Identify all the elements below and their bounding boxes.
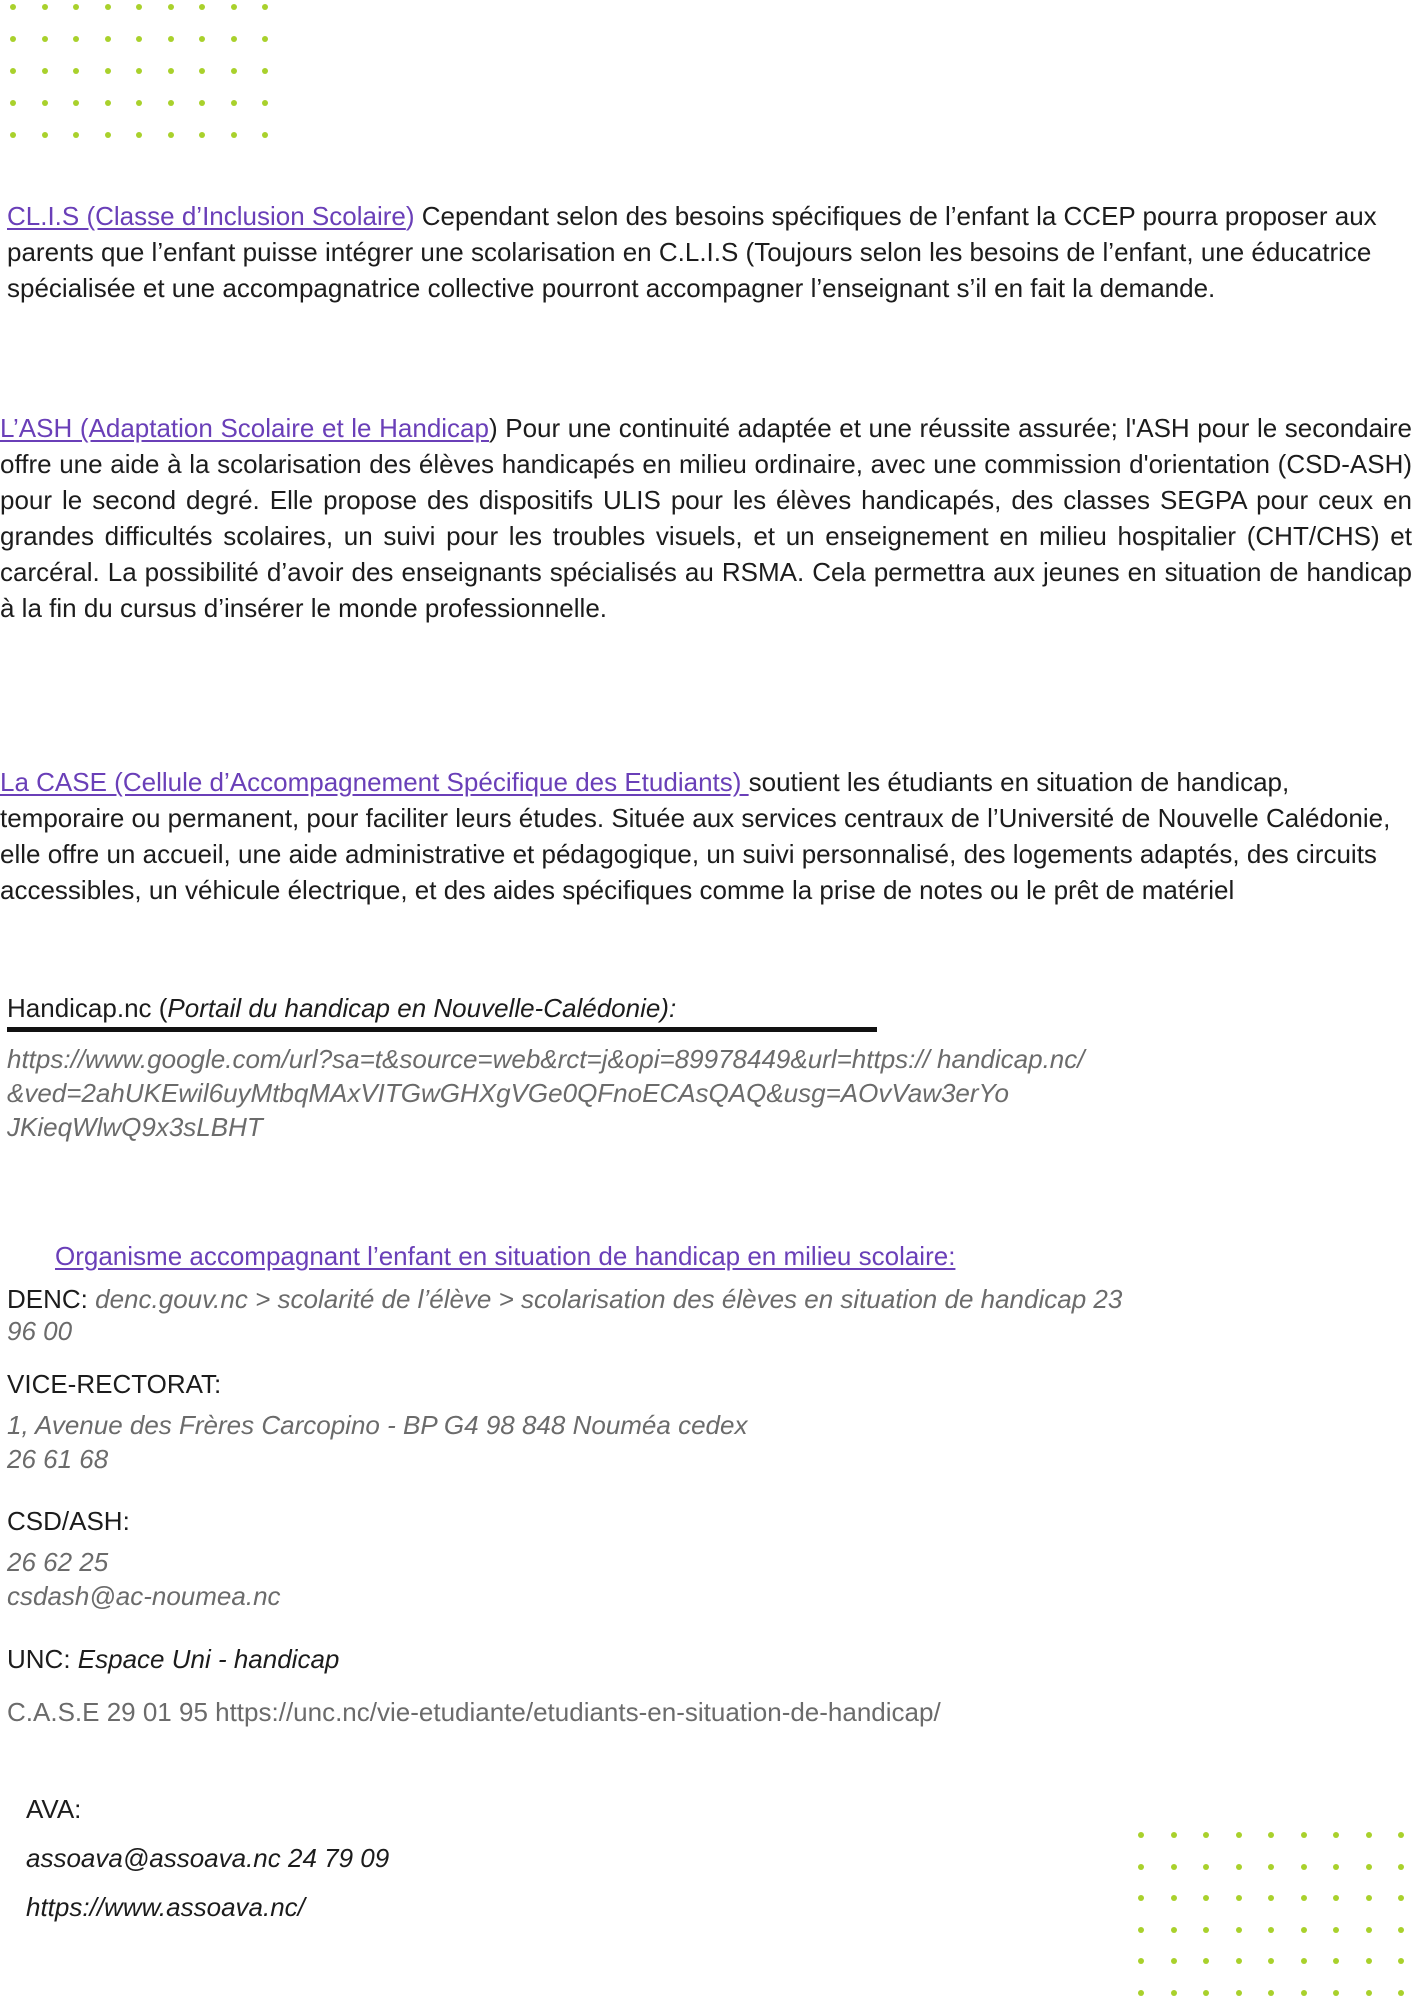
decorative-dot xyxy=(1236,1895,1242,1901)
decorative-dot xyxy=(1366,1927,1372,1933)
ash-link[interactable]: L’ASH (Adaptation Scolaire et le Handicap xyxy=(0,413,489,443)
decorative-dot xyxy=(1171,1927,1177,1933)
decorative-dot xyxy=(105,132,111,138)
ash-paragraph xyxy=(0,410,1412,626)
decorative-dot xyxy=(1236,1927,1242,1933)
decorative-dot xyxy=(1366,1832,1372,1838)
decorative-dot xyxy=(105,100,111,106)
decorative-dot xyxy=(73,100,79,106)
decorative-dot xyxy=(1333,1990,1339,1996)
vice-rectorat-details xyxy=(7,1408,1307,1476)
decorative-dot xyxy=(1398,1958,1404,1964)
decorative-dot xyxy=(1301,1895,1307,1901)
unc-label: UNC: xyxy=(7,1644,78,1674)
portal-underline xyxy=(7,1027,877,1032)
ava-website[interactable]: https://www.assoava.nc/ xyxy=(26,1892,305,1922)
decorative-dot xyxy=(1203,1832,1209,1838)
decorative-dot xyxy=(168,36,174,42)
decorative-dot xyxy=(199,100,205,106)
denc-phone-cont: 96 00 xyxy=(7,1316,73,1346)
decorative-dot xyxy=(168,4,174,10)
decorative-dot xyxy=(262,68,268,74)
decorative-dot xyxy=(73,36,79,42)
denc-path: denc.gouv.nc > scolarité de l’élève > scolarisation des élèves en situation de handicap 23 xyxy=(95,1284,1123,1314)
unc-name: Espace Uni - handicap xyxy=(77,1644,340,1674)
decorative-dot xyxy=(1398,1832,1404,1838)
decorative-dot xyxy=(1171,1990,1177,1996)
decorative-dot xyxy=(1203,1990,1209,1996)
decorative-dot xyxy=(10,132,16,138)
clis-link-paren: ) xyxy=(405,201,415,231)
csd-ash-phone: 26 62 25 xyxy=(7,1547,109,1577)
portal-url-line: https://www.google.com/url?sa=t&source=web&rct=j&opi=89978449&url=https:// handicap.nc/ xyxy=(7,1044,1085,1074)
decorative-dot xyxy=(262,100,268,106)
decorative-dot xyxy=(231,36,237,42)
decorative-dot xyxy=(168,132,174,138)
decorative-dot xyxy=(1366,1958,1372,1964)
decorative-dot-grid-bottom xyxy=(1138,1832,1414,2000)
decorative-dot xyxy=(10,100,16,106)
portal-url-line: &ved=2ahUKEwil6uyMtbqMAxVITGwGHXgVGe0QFnoECAsQAQ&usg=AOvVaw3erYo xyxy=(7,1078,1009,1108)
decorative-dot xyxy=(1268,1958,1274,1964)
decorative-dot xyxy=(1236,1864,1242,1870)
decorative-dot xyxy=(1171,1958,1177,1964)
decorative-dot xyxy=(1236,1958,1242,1964)
decorative-dot xyxy=(199,36,205,42)
decorative-dot xyxy=(1236,1990,1242,1996)
organisms-heading-link[interactable]: Organisme accompagnant l’enfant en situation de handicap en milieu scolaire: xyxy=(55,1241,956,1271)
decorative-dot xyxy=(1333,1927,1339,1933)
csd-ash-details xyxy=(7,1545,1307,1613)
decorative-dot xyxy=(1301,1832,1307,1838)
decorative-dot xyxy=(1203,1927,1209,1933)
decorative-dot xyxy=(168,68,174,74)
decorative-dot xyxy=(1333,1832,1339,1838)
decorative-dot xyxy=(1171,1832,1177,1838)
case-link[interactable]: La CASE (Cellule d’Accompagnement Spécifique des Etudiants) xyxy=(0,767,749,797)
portal-url[interactable] xyxy=(7,1042,1407,1144)
decorative-dot xyxy=(1268,1832,1274,1838)
portal-url-line: JKieqWlwQ9x3sLBHT xyxy=(7,1112,263,1142)
unc-case-line[interactable]: C.A.S.E 29 01 95 https://unc.nc/vie-etudiante/etudiants-en-situation-de-handicap/ xyxy=(7,1697,941,1727)
decorative-dot xyxy=(1366,1990,1372,1996)
decorative-dot xyxy=(1301,1958,1307,1964)
decorative-dot xyxy=(1138,1864,1144,1870)
decorative-dot xyxy=(199,68,205,74)
decorative-dot xyxy=(73,68,79,74)
decorative-dot xyxy=(105,36,111,42)
decorative-dot xyxy=(199,4,205,10)
case-text: soutient les étudiants en situation de handicap, temporaire ou permanent, pour faciliter leurs études. Située aux services centraux de l’Université de Nouvelle Calédonie, elle offre un accueil, une aide administrative et pédagogique, un suivi personnalisé, des logements adaptés, des circuits accessibles, un véhicule électrique, et des aides spécifiques comme la prise de notes ou le prêt de matériel xyxy=(0,767,1391,905)
decorative-dot xyxy=(1138,1927,1144,1933)
ava-contact[interactable]: assoava@assoava.nc 24 79 09 xyxy=(26,1843,390,1873)
clis-text: Cependant selon des besoins spécifiques de l’enfant la CCEP pourra proposer aux parents que l’enfant puisse intégrer une scolarisation en C.L.I.S (Toujours selon les besoins de l’enfant, une éducatrice spécialisée et une accompagnatrice collective pourront accompagner l’enseignant s’il en fait la demande. xyxy=(7,201,1377,303)
decorative-dot xyxy=(262,132,268,138)
clis-paragraph xyxy=(7,198,1397,306)
decorative-dot xyxy=(231,68,237,74)
case-paragraph xyxy=(0,764,1400,908)
decorative-dot xyxy=(105,4,111,10)
decorative-dot xyxy=(231,132,237,138)
decorative-dot xyxy=(1398,1864,1404,1870)
portal-label: Handicap.nc ( xyxy=(7,993,168,1023)
decorative-dot xyxy=(136,4,142,10)
decorative-dot xyxy=(1333,1958,1339,1964)
portal-label-italic: Portail du handicap en Nouvelle-Calédonie): xyxy=(167,993,677,1023)
decorative-dot xyxy=(1398,1927,1404,1933)
decorative-dot xyxy=(136,132,142,138)
decorative-dot xyxy=(136,36,142,42)
decorative-dot xyxy=(231,4,237,10)
vice-rectorat-label: VICE-RECTORAT: xyxy=(7,1369,222,1399)
decorative-dot xyxy=(168,100,174,106)
decorative-dot xyxy=(1398,1895,1404,1901)
decorative-dot xyxy=(1268,1864,1274,1870)
portal-heading xyxy=(7,990,907,1026)
decorative-dot xyxy=(1333,1864,1339,1870)
decorative-dot xyxy=(136,100,142,106)
decorative-dot xyxy=(1366,1864,1372,1870)
decorative-dot-grid-top xyxy=(10,4,260,144)
vice-rectorat-phone: 26 61 68 xyxy=(7,1444,109,1474)
csd-ash-label: CSD/ASH: xyxy=(7,1506,130,1536)
decorative-dot xyxy=(1171,1895,1177,1901)
ava-label: AVA: xyxy=(26,1794,82,1824)
decorative-dot xyxy=(1301,1927,1307,1933)
decorative-dot xyxy=(1138,1895,1144,1901)
decorative-dot xyxy=(262,4,268,10)
decorative-dot xyxy=(231,100,237,106)
decorative-dot xyxy=(10,68,16,74)
decorative-dot xyxy=(136,68,142,74)
unc-entry xyxy=(7,1641,339,1677)
decorative-dot xyxy=(42,132,48,138)
decorative-dot xyxy=(10,36,16,42)
decorative-dot xyxy=(1171,1864,1177,1870)
csd-ash-email[interactable]: csdash@ac-noumea.nc xyxy=(7,1581,281,1611)
decorative-dot xyxy=(1138,1990,1144,1996)
decorative-dot xyxy=(1333,1895,1339,1901)
decorative-dot xyxy=(1203,1895,1209,1901)
decorative-dot xyxy=(1398,1990,1404,1996)
clis-link[interactable]: CL.I.S (Classe d’Inclusion Scolaire xyxy=(7,201,406,231)
decorative-dot xyxy=(105,68,111,74)
denc-label: DENC: xyxy=(7,1284,96,1314)
decorative-dot xyxy=(1203,1958,1209,1964)
decorative-dot xyxy=(42,36,48,42)
decorative-dot xyxy=(199,132,205,138)
organisms-heading-row xyxy=(55,1238,1355,1274)
decorative-dot xyxy=(1366,1895,1372,1901)
decorative-dot xyxy=(10,4,16,10)
decorative-dot xyxy=(1236,1832,1242,1838)
decorative-dot xyxy=(262,36,268,42)
ash-text: ) Pour une continuité adaptée et une réussite assurée; l'ASH pour le secondaire offre une aide à la scolarisation des élèves handicapés en milieu ordinaire, avec une commission d'orientation (CSD-ASH) pour le second degré. Elle propose des dispositifs ULIS pour les élèves handicapés, des classes SEGPA pour ceux en grandes difficultés scolaires, un suivi pour les troubles visuels, et un enseignement en milieu hospitalier (CHT/CHS) et carcéral. La possibilité d’avoir des enseignants spécialisés au RSMA. Cela permettra aux jeunes en situation de handicap à la fin du cursus d’insérer le monde professionnelle. xyxy=(0,413,1412,623)
decorative-dot xyxy=(1301,1990,1307,1996)
decorative-dot xyxy=(73,4,79,10)
decorative-dot xyxy=(42,68,48,74)
decorative-dot xyxy=(1203,1864,1209,1870)
decorative-dot xyxy=(1301,1864,1307,1870)
decorative-dot xyxy=(42,4,48,10)
decorative-dot xyxy=(42,100,48,106)
vice-rectorat-address: 1, Avenue des Frères Carcopino - BP G4 98 848 Nouméa cedex xyxy=(7,1410,748,1440)
decorative-dot xyxy=(1268,1927,1274,1933)
decorative-dot xyxy=(1268,1990,1274,1996)
decorative-dot xyxy=(1138,1958,1144,1964)
denc-entry xyxy=(7,1283,1407,1347)
decorative-dot xyxy=(1138,1832,1144,1838)
decorative-dot xyxy=(73,132,79,138)
decorative-dot xyxy=(1268,1895,1274,1901)
